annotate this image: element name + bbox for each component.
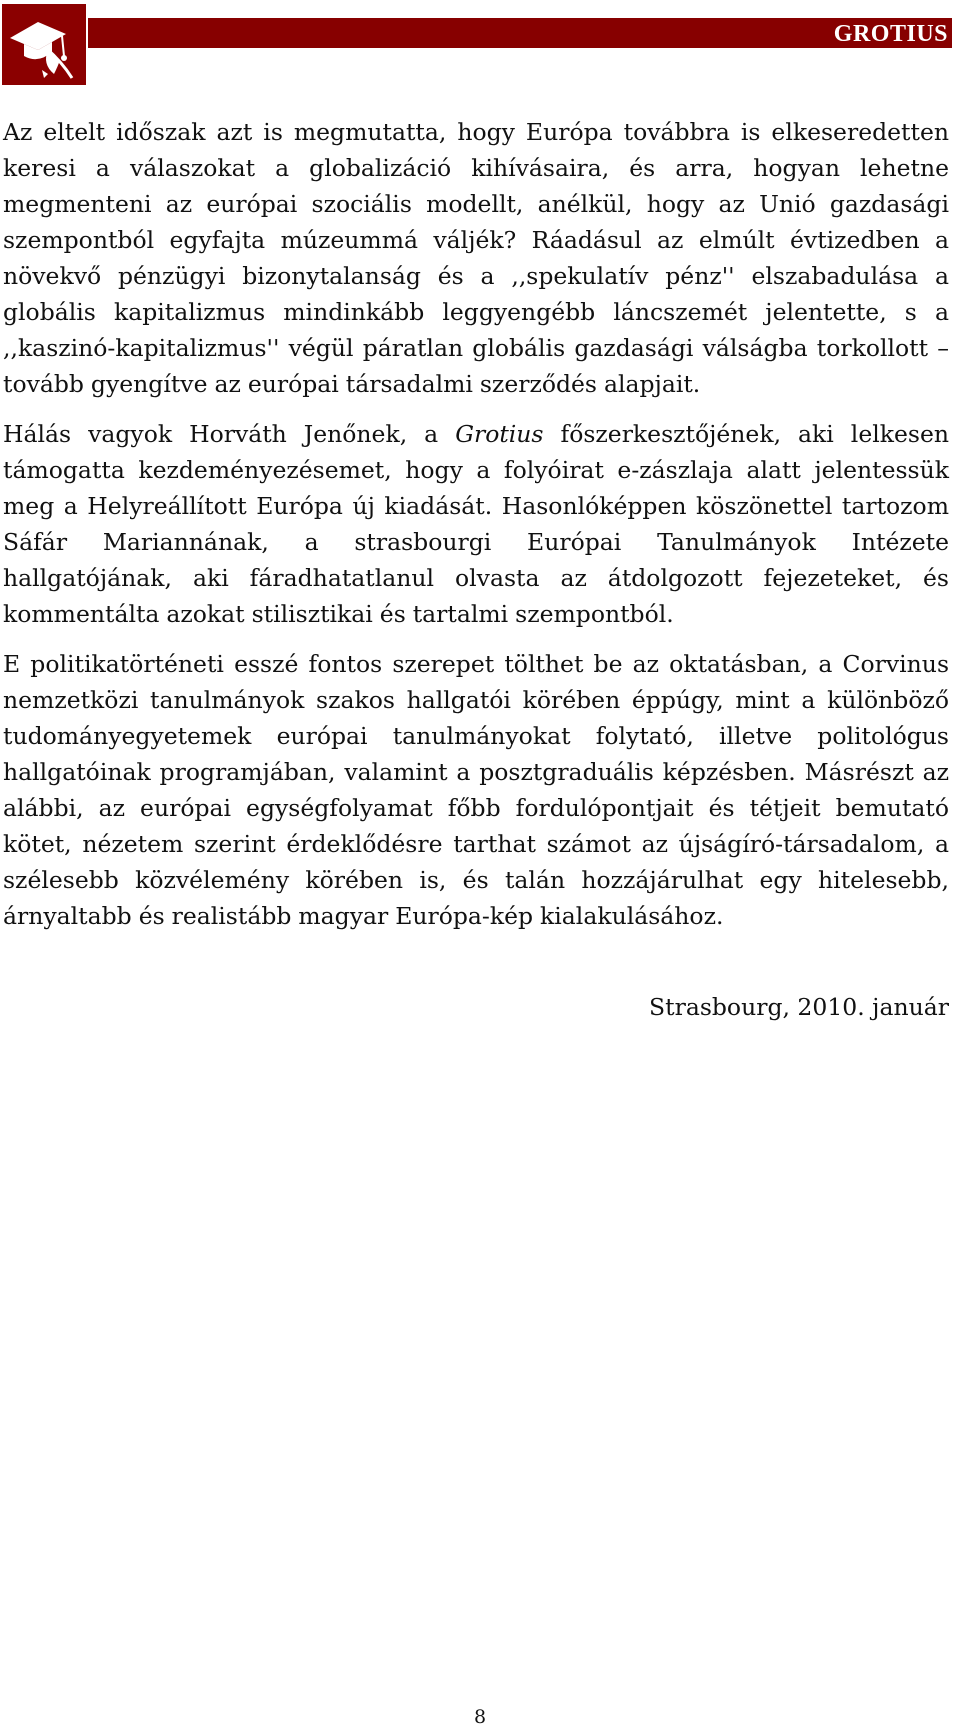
grotius-italic: Grotius: [455, 420, 544, 448]
paragraph-2-after: főszerkesztőjének, aki lelkesen támogatta kezdeményezésemet, hogy a folyóirat e-zászlaja alatt jelentessük meg a Helyreállított Európa új kiadását. Hasonlóképpen köszönettel tartozom Sáfár Mariannának, a strasbourgi Európai Tanulmányok Intézete hallgatójának, aki fáradhatatlanul olvasta az átdolgozott fejezeteket, és kommentálta azokat stilisztikai és tartalmi szempontból.: [3, 420, 949, 628]
journal-title: GROTIUS: [833, 21, 948, 47]
header-banner: [88, 18, 952, 48]
paragraph-3: E politikatörténeti esszé fontos szerepet tölthet be az oktatásban, a Corvinus nemzetközi tanulmányok szakos hallgatói körében éppúgy, mint a különböző tudományegyetemek európai tanulmányokat folytató, illetve politológus hallgatóinak programjában, valamint a posztgraduális képzésben. Másrészt az alábbi, az európai egységfolyamat főbb fordulópontjait és tétjeit bemutató kötet, nézetem szerint érdeklődésre tarthat számot az újságíró-társadalom, a szélesebb közvélemény körében is, és talán hozzájárulhat egy hitelesebb, árnyaltabb és realistább magyar Európa-kép kialakulásához.: [3, 650, 949, 930]
paragraph-2-before: Hálás vagyok Horváth Jenőnek, a: [3, 420, 456, 448]
page-header: [0, 0, 960, 90]
paragraph-2: [3, 416, 949, 632]
place-date-signature: Strasbourg, 2010. január: [649, 993, 949, 1021]
document-body: [3, 114, 949, 948]
mortarboard-quill-icon: [2, 4, 86, 85]
page-number: 8: [473, 1706, 487, 1728]
paragraph-1: Az eltelt időszak azt is megmutatta, hogy Európa továbbra is elkeseredetten keresi a válaszokat a globalizáció kihívásaira, és arra, hogyan lehetne megmenteni az európai szociális modellt, anélkül, hogy az Unió gazdasági szempontból egyfajta múzeummá váljék? Ráadásul az elmúlt évtizedben a növekvő pénzügyi bizonytalanság és a ,,spekulatív pénz'' elszabadulása a globális kapitalizmus mindinkább leggyengébb láncszemét jelentette, s a ,,kaszinó-kapitalizmus'' végül páratlan globális gazdasági válságba torkollott – tovább gyengítve az európai társadalmi szerződés alapjait.: [3, 118, 949, 398]
grotius-logo: [2, 4, 86, 85]
